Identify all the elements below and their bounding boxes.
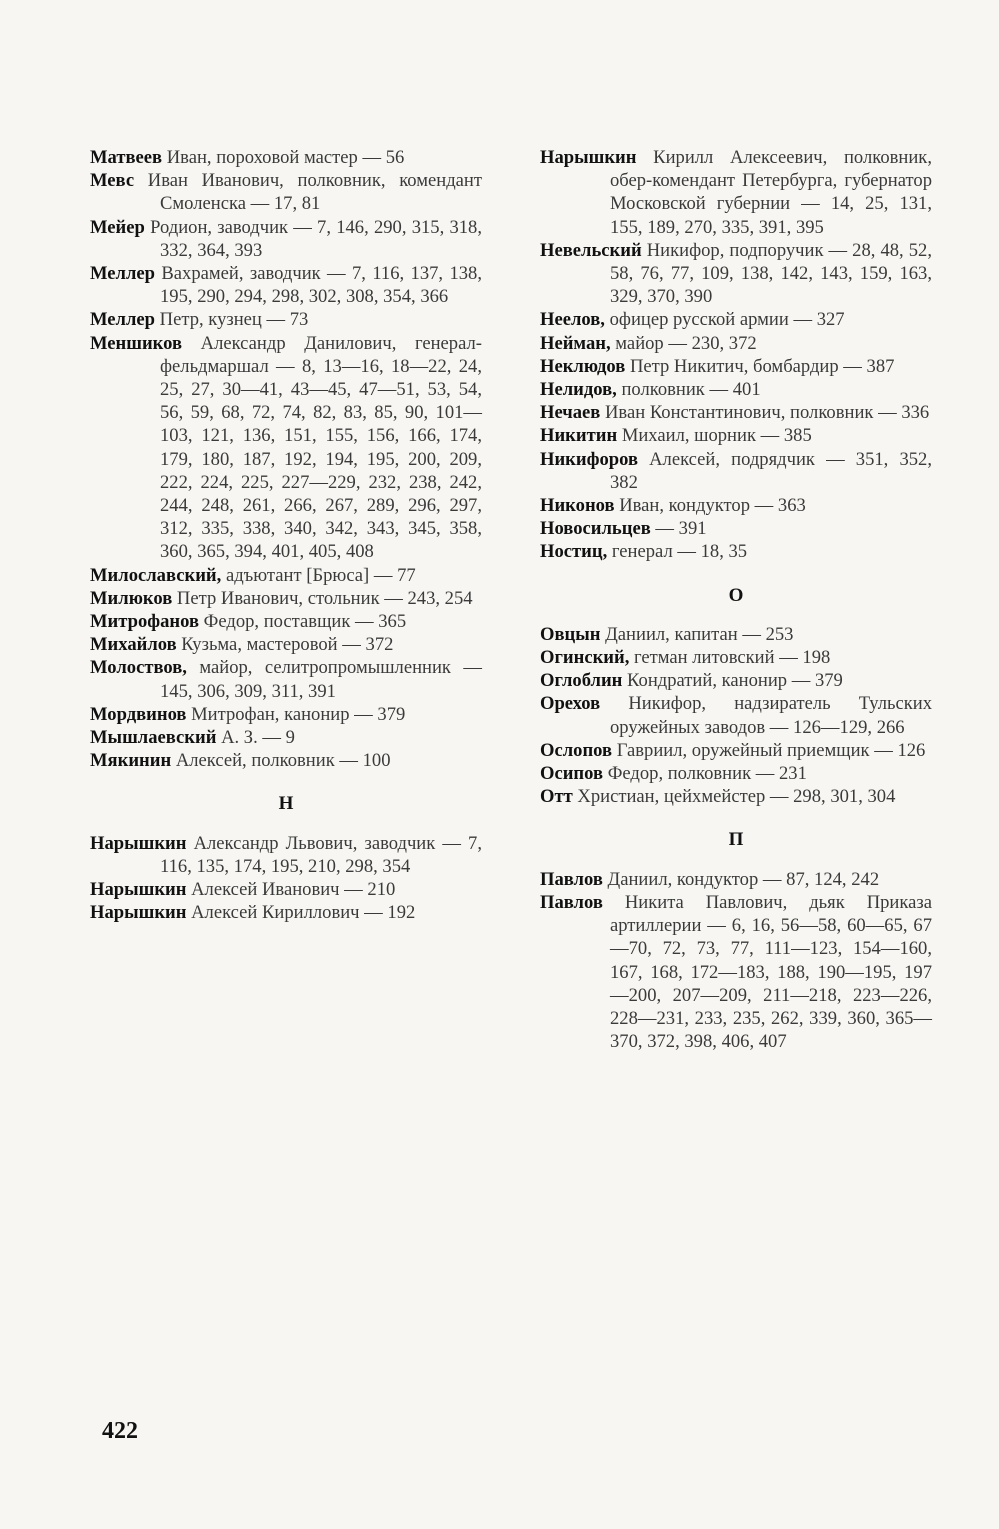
index-entry [90, 610, 482, 633]
entry-name: Отт [540, 786, 573, 808]
index-entry [90, 332, 482, 564]
entry-name: Мейер [90, 216, 145, 238]
index-entry [540, 355, 932, 378]
entry-details: Алексей Кириллович — 192 [191, 902, 416, 924]
index-entry [90, 587, 482, 610]
index-entry [540, 332, 932, 355]
entry-name: Меллер [90, 309, 156, 331]
entry-details: Петр Никитич, бомбардир — 387 [629, 355, 895, 377]
entry-details: Михаил, шорник — 385 [621, 425, 812, 447]
entry-details: Митрофан, канонир — 379 [191, 703, 406, 725]
page-number: 422 [102, 1418, 138, 1444]
index-entry [540, 146, 932, 239]
entry-name: Орехов [540, 693, 601, 715]
entry-details: Алексей Иванович — 210 [191, 879, 396, 901]
index-entry [540, 623, 932, 646]
index-entry [90, 633, 482, 656]
entry-details: Иван, пороховой мастер — 56 [166, 147, 405, 168]
entry-name: Никитин [540, 425, 618, 447]
entry-name: Михайлов [90, 634, 177, 656]
entry-name: Никифоров [540, 448, 638, 470]
index-entry [540, 646, 932, 669]
index-entry [540, 540, 932, 563]
index-entry [540, 762, 932, 785]
entry-name: Молоствов, [90, 657, 187, 679]
entry-details: Вахрамей, заводчик — 7, 116, 137, 138, 195, 290, 294, 298, 302, 308, 354, 366 [160, 263, 482, 308]
index-entry [540, 868, 932, 891]
entry-details: адъютант [Брюса] — 77 [225, 564, 416, 586]
entry-details: майор, селитропромышленник — 145, 306, 309, 311, 391 [160, 657, 482, 702]
index-entry [90, 216, 482, 262]
entry-name: Оглоблин [540, 670, 623, 692]
entry-details: Кирилл Алексеевич, полковник, обер-комендант Петербурга, губернатор Московской губернии — 14, 25, 131, 155, 189, 270, 335, 391, 395 [610, 147, 932, 238]
section-letter: Н [278, 793, 294, 815]
entry-name: Матвеев [90, 147, 163, 168]
index-column-right [540, 146, 932, 1053]
entry-details: Никита Павлович, дьяк Приказа артиллерии — 6, 16, 56—58, 60—65, 67—70, 72, 73, 77, 111—123, 154—160, 167, 168, 172—183, 188, 190—195, 197—200, 207—209, 211—218, 223—226, 228—231, 233, 235, 262, 339, 360, 365—370, 372, 398, 406, 407 [610, 891, 932, 1053]
entry-name: Огинский, [540, 647, 630, 669]
entry-name: Меншиков [90, 332, 183, 354]
entry-details: Федор, полковник — 231 [607, 763, 807, 785]
entry-details: Иван Константинович, полковник — 336 [605, 402, 930, 424]
entry-name: Нечаев [540, 402, 601, 424]
entry-name: Павлов [540, 868, 603, 890]
entry-details: Гавриил, оружейный приемщик — 126 [616, 739, 926, 761]
entry-name: Никонов [540, 495, 615, 517]
index-entry [540, 308, 932, 331]
index-entry [90, 146, 482, 169]
index-entry [90, 878, 482, 901]
index-entry [540, 785, 932, 808]
entry-details: Иван, кондуктор — 363 [619, 495, 806, 517]
entry-details: Христиан, цейхмейстер — 298, 301, 304 [577, 786, 896, 808]
entry-details: Даниил, капитан — 253 [605, 623, 794, 645]
index-entry [90, 832, 482, 878]
entry-name: Овцын [540, 623, 601, 645]
entry-name: Мышлаевский [90, 727, 217, 749]
index-entry [540, 424, 932, 447]
entry-details: Никифор, подпоручик — 28, 48, 52, 58, 76, 77, 109, 138, 142, 143, 159, 163, 329, 370, 390 [610, 239, 932, 308]
entry-name: Мевс [90, 170, 135, 192]
index-entry [90, 749, 482, 772]
entry-name: Мордвинов [90, 703, 187, 725]
entry-name: Нарышкин [90, 902, 187, 924]
index-entry [540, 669, 932, 692]
entry-details: — 391 [655, 518, 707, 540]
entry-name: Нелидов, [540, 379, 617, 401]
entry-details: майор — 230, 372 [615, 332, 757, 354]
entry-details: Даниил, кондуктор — 87, 124, 242 [607, 868, 880, 890]
section-letter: П [728, 829, 744, 851]
entry-details: Кондратий, канонир — 379 [627, 670, 843, 692]
entry-name: Невельский [540, 239, 642, 261]
entry-name: Неклюдов [540, 355, 626, 377]
entry-name: Нарышкин [540, 147, 637, 168]
entry-details: офицер русской армии — 327 [609, 309, 845, 331]
index-entry [540, 401, 932, 424]
entry-name: Осипов [540, 763, 604, 785]
entry-details: А. З. — 9 [221, 727, 295, 749]
entry-name: Нарышкин [90, 879, 187, 901]
entry-name: Ослопов [540, 739, 613, 761]
entry-details: Никифор, надзиратель Тульских оружейных заводов — 126—129, 266 [610, 693, 932, 738]
index-entry [540, 494, 932, 517]
entry-details: Александр Данилович, генерал-фельдмаршал — 8, 13—16, 18—22, 24, 25, 27, 30—41, 43—45, 47—51, 53, 54, 56, 59, 68, 72, 74, 82, 83, 85, 90, 101—103, 121, 136, 151, 155, 156, 166, 174, 179, 180, 187, 192, 194, 195, 200, 209, 222, 224, 225, 227—229, 232, 238, 242, 244, 248, 261, 266, 267, 289, 296, 297, 312, 335, 338, 340, 342, 343, 345, 358, 360, 365, 394, 401, 405, 408 [160, 332, 482, 563]
entry-name: Мякинин [90, 750, 172, 772]
index-entry [540, 378, 932, 401]
index-entry [90, 564, 482, 587]
entry-name: Неелов, [540, 309, 605, 331]
entry-name: Митрофанов [90, 611, 200, 633]
index-entry [90, 726, 482, 749]
entry-details: Алексей, подрядчик — 351, 352, 382 [610, 448, 932, 493]
entry-name: Милославский, [90, 564, 222, 586]
entry-name: Ностиц, [540, 541, 608, 563]
section-letter: О [728, 584, 744, 606]
entry-name: Меллер [90, 263, 156, 285]
entry-details: Иван Иванович, полковник, комендант Смоленска — 17, 81 [147, 170, 482, 215]
index-entry [540, 739, 932, 762]
index-column-left [90, 146, 482, 925]
entry-details: Федор, поставщик — 365 [203, 611, 407, 633]
index-entry [90, 169, 482, 215]
entry-details: Алексей, полковник — 100 [175, 750, 391, 772]
entry-details: Петр Иванович, стольник — 243, 254 [176, 587, 473, 609]
index-entry [540, 239, 932, 309]
entry-details: Кузьма, мастеровой — 372 [181, 634, 394, 656]
index-entry [540, 448, 932, 494]
entry-details: гетман литовский — 198 [634, 647, 831, 669]
entry-details: полковник — 401 [621, 379, 761, 401]
entry-name: Нейман, [540, 332, 611, 354]
entry-name: Павлов [540, 891, 603, 913]
index-entry [90, 703, 482, 726]
index-entry [540, 891, 932, 1053]
index-entry [90, 308, 482, 331]
index-entry [90, 656, 482, 702]
index-entry [90, 262, 482, 308]
index-entry [540, 517, 932, 540]
entry-name: Нарышкин [90, 832, 187, 854]
entry-name: Новосильцев [540, 518, 651, 540]
entry-details: генерал — 18, 35 [611, 541, 748, 563]
index-entry [90, 901, 482, 924]
entry-name: Милюков [90, 587, 173, 609]
entry-details: Александр Львович, заводчик — 7, 116, 135, 174, 195, 210, 298, 354 [160, 832, 482, 877]
entry-details: Родион, заводчик — 7, 146, 290, 315, 318, 332, 364, 393 [150, 216, 482, 261]
entry-details: Петр, кузнец — 73 [159, 309, 309, 331]
index-entry [540, 692, 932, 738]
